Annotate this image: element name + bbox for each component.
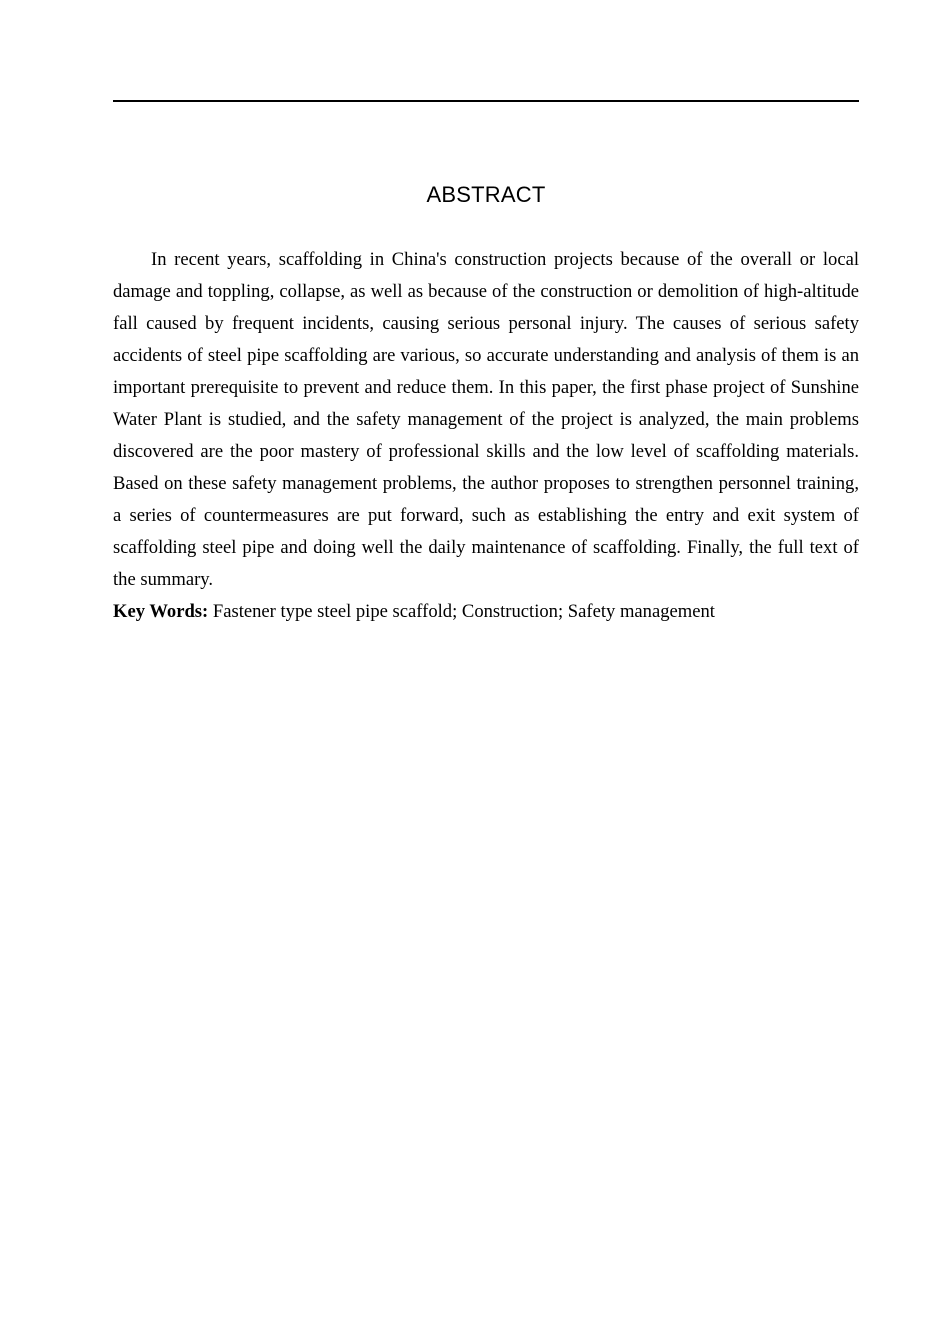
- abstract-title: ABSTRACT: [426, 182, 546, 207]
- abstract-body: In recent years, scaffolding in China's construction projects because of the overall or local damage and toppling, collapse, as well as because of the construction or demolition of high-altitude fall caused by frequent incidents, causing serious personal injury. The causes of serious safety accidents of steel pipe scaffolding are various, so accurate understanding and analysis of them is an important prerequisite to prevent and reduce them. In this paper, the first phase project of Sunshine Water Plant is studied, and the safety management of the project is analyzed, the main problems discovered are the poor mastery of professional skills and the low level of scaffolding materials. Based on these safety management problems, the author proposes to strengthen personnel training, a series of countermeasures are put forward, such as establishing the entry and exit system of scaffolding steel pipe and doing well the daily maintenance of scaffolding. Finally, the full text of the summary.: [113, 249, 859, 590]
- header-rule: [113, 100, 859, 102]
- keywords-label: Key Words:: [113, 601, 209, 622]
- keywords-text: Fastener type steel pipe scaffold; Construction; Safety management: [208, 601, 715, 622]
- keywords-line: [113, 596, 859, 628]
